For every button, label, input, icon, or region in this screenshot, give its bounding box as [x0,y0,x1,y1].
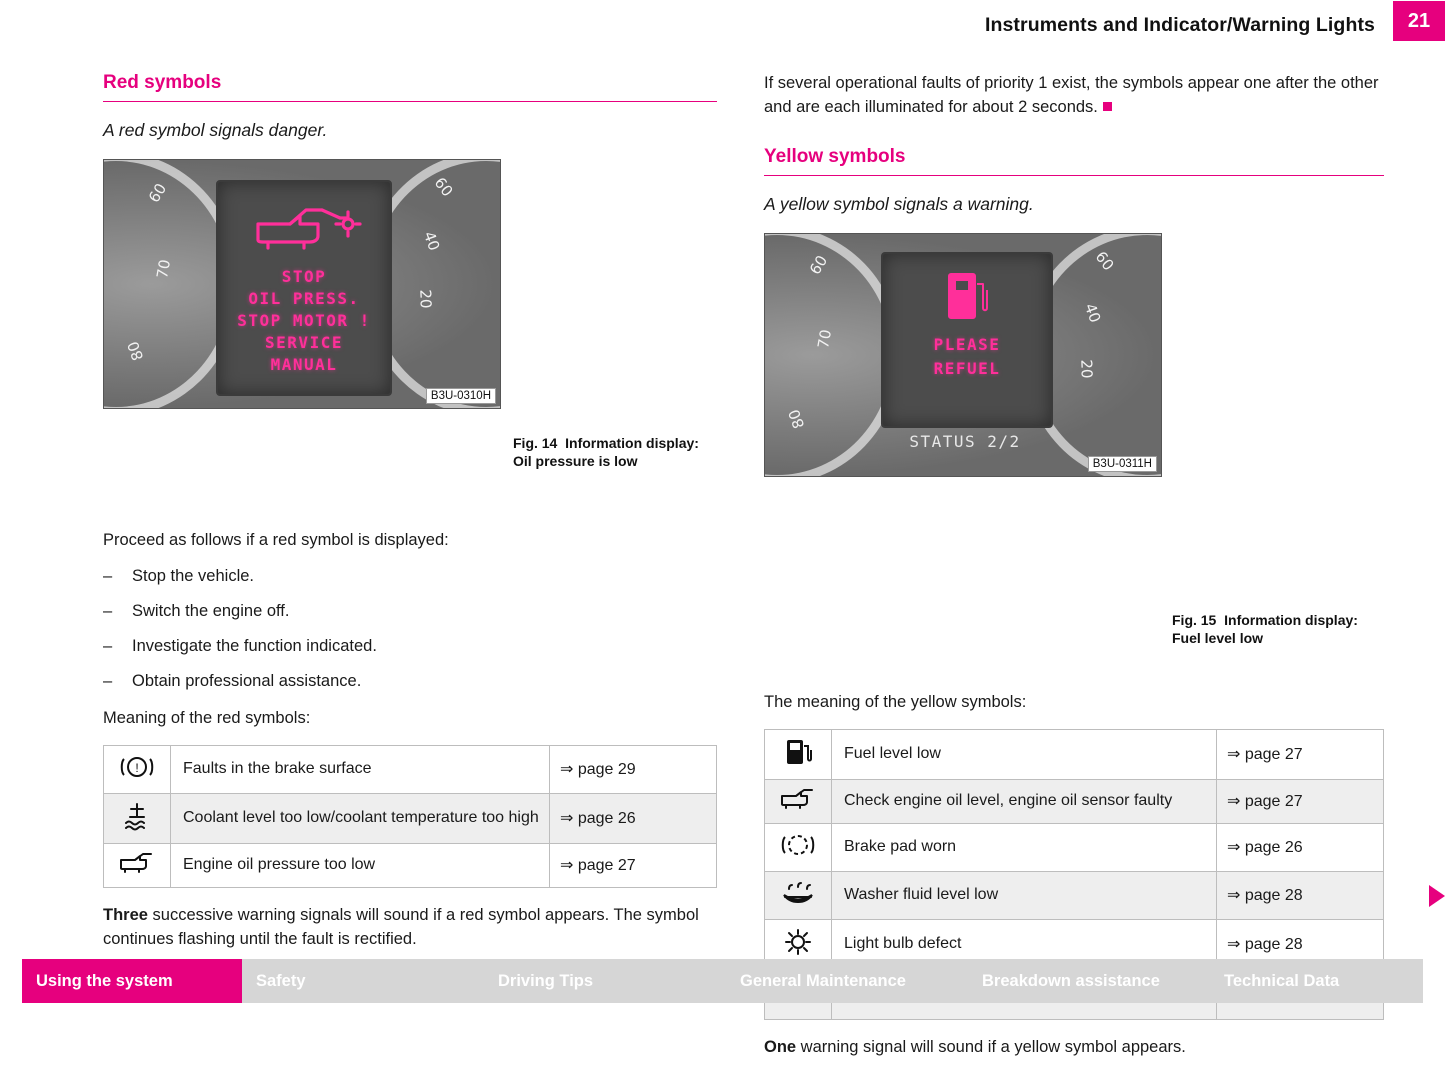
right-dial-label-60: 60 [430,173,457,201]
left-dial-label-80: 80 [123,338,148,364]
footer-tab-technical-data[interactable]: Technical Data [1210,959,1423,1003]
info-display-screen [881,252,1053,428]
left-dial-label-60: 60 [805,251,832,278]
washer-fluid-glyph [777,878,819,908]
left-dial-label-70: 70 [153,258,175,280]
oil-pressure-symbol-icon [244,196,364,258]
fuel-pump-glyph [781,736,815,768]
fuel-pump-icon [765,729,832,779]
info-display-screen [216,180,392,396]
washer-fluid-icon [765,871,832,919]
left-dial-label-70: 70 [814,327,836,350]
table-cell-desc: Fuel level low [832,729,1217,779]
yellow-symbols-intro: A yellow symbol signals a warning. [764,193,1034,214]
table-row [104,793,717,843]
figure-14-image [103,159,501,409]
table-cell-desc: Check engine oil level, engine oil sensor faulty [832,779,1217,823]
right-dial-label-60: 60 [1091,247,1118,274]
red-steps-list [103,567,717,691]
display-status-line: STATUS 2/2 [909,431,1021,451]
list-item: – Investigate the function indicated. [103,637,717,656]
figure-14-caption [513,434,703,470]
table-cell-page: ⇒ page 27 [550,843,717,887]
table-row [104,843,717,887]
list-item: – Obtain professional assistance. [103,672,717,691]
right-dial-label-20: 20 [1077,358,1096,379]
footer-tab-driving-tips[interactable]: Driving Tips [484,959,726,1003]
right-column [764,72,1384,1074]
red-symbols-heading: Red symbols [103,72,222,93]
table-cell-page: ⇒ page 28 [1217,871,1384,919]
table-row [765,729,1384,779]
end-marker-square [1103,102,1112,111]
table-row [765,871,1384,919]
figure-15-wrapper [764,233,1384,647]
display-line-manual: MANUAL [270,355,338,374]
footer-tab-using-the-system[interactable]: Using the system [22,959,242,1003]
red-heading-rule [103,101,717,102]
display-line-stop: STOP [281,267,327,286]
figure-15-caption-label: Fig. 15 [1172,611,1217,628]
table-row [104,745,717,793]
proceed-intro: Proceed as follows if a red symbol is displayed: [103,531,449,549]
table-cell-desc: Coolant level too low/coolant temperature too high [171,793,550,843]
yellow-note-bold: One [764,1037,797,1056]
footer-tab-safety[interactable]: Safety [242,959,484,1003]
figure-15-code: B3U-0311H [1088,456,1157,472]
table-cell-page: ⇒ page 27 [1217,779,1384,823]
red-symbols-intro: A red symbol signals danger. [103,120,328,140]
right-dial-label-40: 40 [1080,300,1105,325]
red-symbols-table [103,745,717,888]
oil-can-icon [765,779,832,823]
brake-fault-glyph [118,752,156,782]
right-dial-label-20: 20 [416,289,435,309]
red-note [103,904,717,952]
figure-14-code: B3U-0310H [426,388,496,404]
header-bar [985,8,1445,42]
figure-15-image [764,233,1162,477]
red-note-text: successive warning signals will sound if a red symbol appears. The symbol continues flashing until the fault is rectified. [103,905,699,948]
table-cell-page: ⇒ page 26 [550,793,717,843]
brake-pad-glyph [779,830,817,860]
oil-pressure-icon [104,843,171,887]
display-line-refuel: REFUEL [933,358,1001,378]
priority-paragraph [764,72,1384,120]
next-page-arrow-icon[interactable] [1429,885,1445,907]
table-cell-desc: Faults in the brake surface [171,745,550,793]
table-cell-desc: Brake pad worn [832,823,1217,871]
right-dial-label-40: 40 [419,228,444,254]
table-row [765,779,1384,823]
footer-tabs [22,959,1423,1003]
table-cell-desc: Washer fluid level low [832,871,1217,919]
table-cell-page: ⇒ page 27 [1217,729,1384,779]
table-row [765,823,1384,871]
yellow-note [764,1036,1384,1060]
table-cell-desc: Engine oil pressure too low [171,843,550,887]
header-title: Instruments and Indicator/Warning Lights [984,13,1375,36]
display-line-stop-motor: STOP MOTOR ! [237,311,371,330]
page-number-badge: 21 [1393,1,1445,41]
yellow-heading-rule [764,175,1384,176]
coolant-temp-glyph [118,800,156,832]
coolant-temp-icon [104,793,171,843]
figure-14-caption-label: Fig. 14 [513,435,558,451]
left-dial-label-60: 60 [144,180,171,206]
table-cell-page: ⇒ page 28 [1217,919,1384,969]
light-bulb-glyph [779,926,817,958]
display-line-service: SERVICE [265,333,343,352]
table-cell-page: ⇒ page 26 [1217,823,1384,871]
priority-paragraph-text: If several operational faults of priority 1 exist, the symbols appear one after the other and are each illuminated for about 2 seconds. [764,74,1379,116]
footer-tab-general-maintenance[interactable]: General Maintenance [726,959,968,1003]
list-item: – Switch the engine off. [103,602,717,621]
figure-15-caption-text: Information display: Fuel level low [1172,611,1358,647]
fuel-pump-symbol-icon [937,268,997,326]
yellow-symbols-heading: Yellow symbols [764,145,906,167]
brake-pad-icon [765,823,832,871]
oil-pressure-glyph [115,850,159,876]
display-line-please: PLEASE [933,334,1001,354]
figure-15-caption [1172,611,1372,647]
left-column [103,72,717,966]
brake-fault-icon [104,745,171,793]
list-item: – Stop the vehicle. [103,567,717,586]
table-cell-page: ⇒ page 29 [550,745,717,793]
oil-can-glyph [776,786,820,812]
yellow-table-intro: The meaning of the yellow symbols: [764,692,1027,711]
table-cell-desc: Light bulb defect [832,919,1217,969]
yellow-note-text: warning signal will sound if a yellow symbol appears. [796,1037,1186,1056]
footer-tab-breakdown-assistance[interactable]: Breakdown assistance [968,959,1210,1003]
svg-text:!: ! [135,760,139,775]
display-line-oil-press: OIL PRESS. [248,289,360,308]
red-note-bold: Three [103,905,148,924]
page-header [0,0,1445,42]
left-dial-label-80: 80 [784,406,809,431]
figure-14-wrapper [103,159,717,470]
red-table-intro: Meaning of the red symbols: [103,708,311,727]
figure-14-caption-text: Information display: Oil pressure is low [513,435,699,470]
